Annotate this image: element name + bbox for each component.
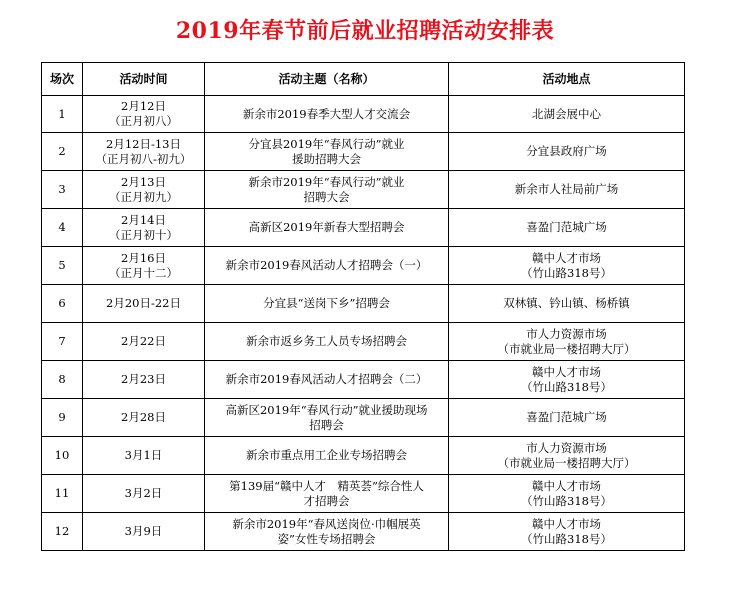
activity-location-line: 市人力资源市场 [526, 440, 607, 455]
activity-theme-line: 招聘会 [309, 417, 344, 432]
activity-location-line: 赣中人才市场 [532, 478, 601, 493]
activity-theme-line: 新余市2019年“春风送岗位·巾帼展英 [232, 516, 421, 531]
table-row [42, 209, 685, 247]
activity-theme-line: 新余市2019春风活动人才招聘会（一） [225, 258, 428, 272]
activity-time [83, 96, 205, 133]
activity-time-line: 2月12日-13日 [106, 136, 181, 151]
activity-location-line: （竹山路318号） [521, 265, 612, 280]
activity-time-line: （正月初八-初九） [95, 151, 192, 166]
activity-location [449, 209, 685, 247]
activity-location-line: 赣中人才市场 [532, 364, 601, 379]
activity-time-line: 3月9日 [124, 524, 163, 538]
activity-time [83, 475, 205, 513]
session-number: 5 [42, 247, 83, 285]
activity-theme [205, 475, 449, 513]
activity-theme-line: 新余市返乡务工人员专场招聘会 [246, 334, 407, 348]
activity-time [83, 209, 205, 247]
activity-location-line: （市就业局一楼招聘大厅） [497, 455, 636, 470]
table-row [42, 133, 685, 171]
session-number: 9 [42, 399, 83, 437]
activity-theme [205, 285, 449, 323]
activity-location-line: （市就业局一楼招聘大厅） [497, 341, 636, 356]
activity-location-line: 赣中人才市场 [532, 250, 601, 265]
activity-time [83, 285, 205, 323]
activity-location-line: （竹山路318号） [521, 493, 612, 508]
activity-theme [205, 361, 449, 399]
activity-location-line: 喜盈门范城广场 [526, 410, 607, 424]
activity-location [449, 247, 685, 285]
activity-theme-line: 分宜县2019年“春风行动”就业 [248, 136, 405, 151]
activity-time [83, 399, 205, 437]
table-row [42, 171, 685, 209]
activity-theme [205, 96, 449, 133]
activity-theme-line: 新余市2019春风活动人才招聘会（二） [225, 372, 428, 386]
session-number: 10 [42, 437, 83, 475]
activity-theme-line: 高新区2019年新春大型招聘会 [248, 220, 405, 234]
activity-location-line: 北湖会展中心 [532, 106, 601, 121]
activity-time-line: 2月13日 [121, 174, 166, 189]
table-header-row [42, 63, 685, 96]
activity-location [449, 513, 685, 551]
table-row [42, 247, 685, 285]
activity-location [449, 475, 685, 513]
activity-time-line: 3月2日 [124, 486, 163, 500]
activity-location-line: 赣中人才市场 [532, 516, 601, 531]
activity-time [83, 323, 205, 361]
schedule-table [41, 62, 685, 551]
activity-location [449, 171, 685, 209]
activity-theme-line: 新余市重点用工企业专场招聘会 [246, 448, 407, 462]
activity-theme-line: 招聘大会 [303, 189, 350, 204]
activity-theme-line: 援助招聘大会 [292, 151, 361, 166]
activity-location-line: （竹山路318号） [521, 379, 612, 394]
activity-theme [205, 247, 449, 285]
page-title: 2019年春节前后就业招聘活动安排表 [175, 18, 555, 44]
header-location: 活动地点 [449, 63, 685, 96]
activity-location [449, 323, 685, 361]
activity-location [449, 285, 685, 323]
activity-location-line: 市人力资源市场 [526, 326, 607, 341]
activity-theme [205, 133, 449, 171]
table-row [42, 475, 685, 513]
session-number: 2 [42, 133, 83, 171]
activity-location-line: （竹山路318号） [521, 531, 612, 546]
activity-theme [205, 323, 449, 361]
session-number: 7 [42, 323, 83, 361]
activity-theme [205, 171, 449, 209]
activity-theme [205, 399, 449, 437]
activity-location [449, 133, 685, 171]
activity-location [449, 96, 685, 133]
table-row [42, 399, 685, 437]
session-number: 6 [42, 285, 83, 323]
table-row [42, 361, 685, 399]
activity-theme-line: 第139届“赣中人才 精英荟”综合性人 [229, 478, 424, 493]
table-row [42, 96, 685, 133]
session-number: 11 [42, 475, 83, 513]
session-number: 1 [42, 96, 83, 133]
header-time: 活动时间 [83, 63, 205, 96]
activity-theme-line: 新余市2019年“春风行动”就业 [248, 174, 405, 189]
activity-theme [205, 209, 449, 247]
activity-theme-line: 分宜县“送岗下乡”招聘会 [263, 296, 390, 310]
table-row [42, 285, 685, 323]
session-number: 4 [42, 209, 83, 247]
table-body [42, 96, 685, 551]
activity-time-line: 2月12日 [121, 99, 166, 113]
activity-time-line: 2月20日-22日 [106, 296, 181, 310]
activity-time-line: （正月初八） [109, 114, 178, 128]
activity-location [449, 399, 685, 437]
activity-time-line: 3月1日 [124, 448, 163, 462]
session-number: 12 [42, 513, 83, 551]
activity-theme-line: 新余市2019春季大型人才交流会 [242, 106, 411, 121]
activity-location [449, 437, 685, 475]
activity-location-line: 喜盈门范城广场 [526, 220, 607, 234]
activity-time [83, 361, 205, 399]
session-number: 3 [42, 171, 83, 209]
activity-time-line: 2月28日 [121, 410, 166, 424]
table-row [42, 513, 685, 551]
activity-location-line: 新余市人社局前广场 [514, 182, 619, 196]
table-row [42, 323, 685, 361]
activity-theme-line: 才招聘会 [303, 493, 350, 508]
activity-time-line: 2月14日 [121, 212, 166, 227]
activity-time-line: 2月22日 [121, 334, 166, 348]
activity-time [83, 133, 205, 171]
activity-theme [205, 513, 449, 551]
activity-time-line: 2月16日 [121, 250, 166, 265]
session-number: 8 [42, 361, 83, 399]
activity-time-line: （正月初九） [109, 189, 178, 204]
activity-time-line: （正月十二） [109, 265, 178, 280]
activity-location [449, 361, 685, 399]
activity-time [83, 513, 205, 551]
activity-time [83, 437, 205, 475]
table-row [42, 437, 685, 475]
activity-time [83, 171, 205, 209]
activity-theme-line: 姿”女性专场招聘会 [277, 531, 376, 546]
activity-theme [205, 437, 449, 475]
header-theme: 活动主题（名称） [205, 63, 449, 96]
activity-time-line: （正月初十） [109, 227, 178, 242]
activity-time [83, 247, 205, 285]
header-session: 场次 [42, 63, 83, 96]
activity-location-line: 分宜县政府广场 [526, 144, 607, 158]
activity-theme-line: 高新区2019年“春风行动”就业援助现场 [225, 402, 428, 417]
activity-location-line: 双林镇、钤山镇、杨桥镇 [503, 296, 630, 310]
activity-time-line: 2月23日 [121, 372, 166, 386]
